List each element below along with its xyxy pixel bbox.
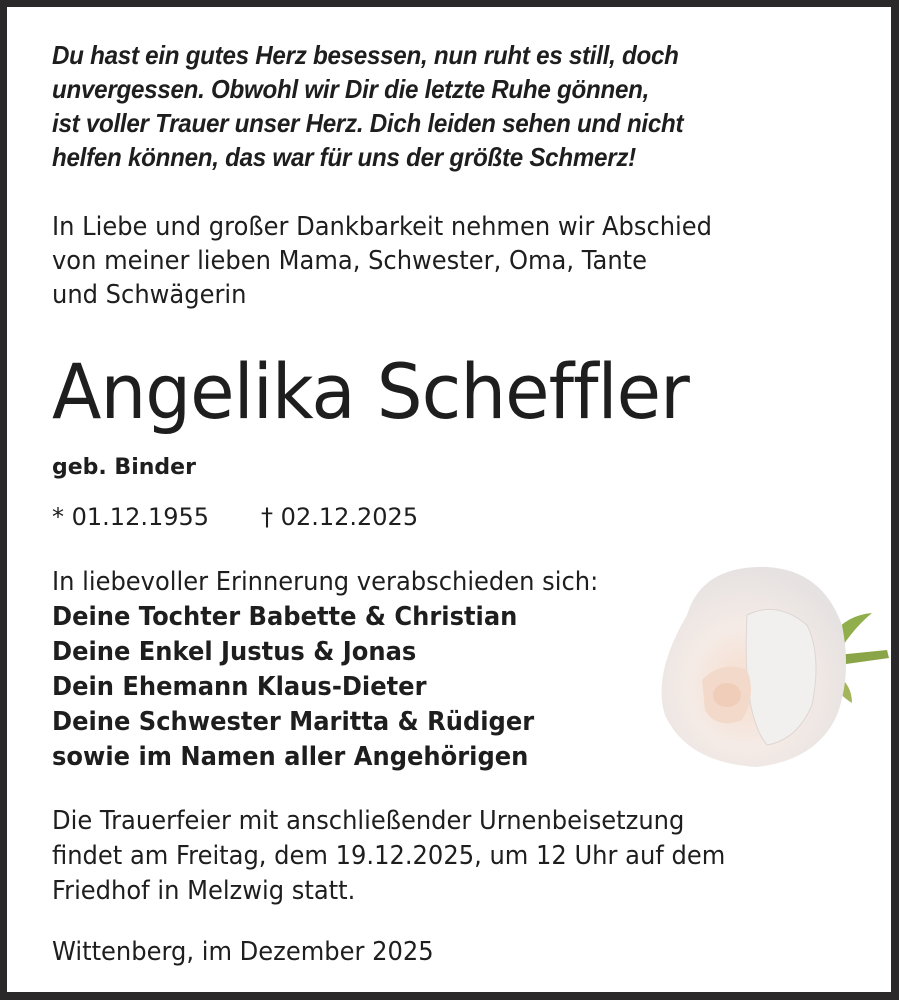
intro-line: In Liebe und großer Dankbarkeit nehmen wir Abschied bbox=[52, 212, 713, 242]
birth-date: * 01.12.1955 bbox=[52, 503, 210, 531]
deceased-name: Angelika Scheffler bbox=[52, 347, 689, 436]
verse-line: Du hast ein gutes Herz besessen, nun ruht es still, doch bbox=[52, 40, 679, 70]
service-line: findet am Freitag, dem 19.12.2025, um 12 Uhr auf dem bbox=[52, 841, 726, 871]
intro-line: von meiner lieben Mama, Schwester, Oma, Tante bbox=[52, 246, 647, 276]
mourner: Deine Enkel Justus & Jonas bbox=[52, 637, 417, 667]
place-date: Wittenberg, im Dezember 2025 bbox=[52, 937, 434, 967]
verse bbox=[52, 38, 683, 174]
mourner: Deine Tochter Babette & Christian bbox=[52, 602, 518, 632]
mourners bbox=[52, 565, 598, 775]
death-date: † 02.12.2025 bbox=[261, 503, 419, 531]
mourner: Dein Ehemann Klaus-Dieter bbox=[52, 672, 427, 702]
intro-line: und Schwägerin bbox=[52, 280, 247, 310]
mourner: Deine Schwester Maritta & Rüdiger bbox=[52, 707, 535, 737]
life-dates bbox=[52, 501, 418, 533]
verse-line: unvergessen. Obwohl wir Dir die letzte Ruhe gönnen, bbox=[52, 74, 650, 104]
mourner: sowie im Namen aller Angehörigen bbox=[52, 742, 529, 772]
service-info bbox=[52, 804, 725, 909]
intro-text bbox=[52, 210, 712, 312]
verse-line: helfen können, das war für uns der größte Schmerz! bbox=[52, 142, 636, 172]
white-rose-image bbox=[647, 555, 892, 770]
mourners-intro: In liebevoller Erinnerung verabschieden sich: bbox=[52, 567, 599, 597]
obituary-notice bbox=[7, 7, 891, 992]
service-line: Friedhof in Melzwig statt. bbox=[52, 876, 356, 906]
service-line: Die Trauerfeier mit anschließender Urnenbeisetzung bbox=[52, 806, 685, 836]
maiden-name: geb. Binder bbox=[52, 455, 196, 480]
verse-line: ist voller Trauer unser Herz. Dich leiden sehen und nicht bbox=[52, 108, 684, 138]
